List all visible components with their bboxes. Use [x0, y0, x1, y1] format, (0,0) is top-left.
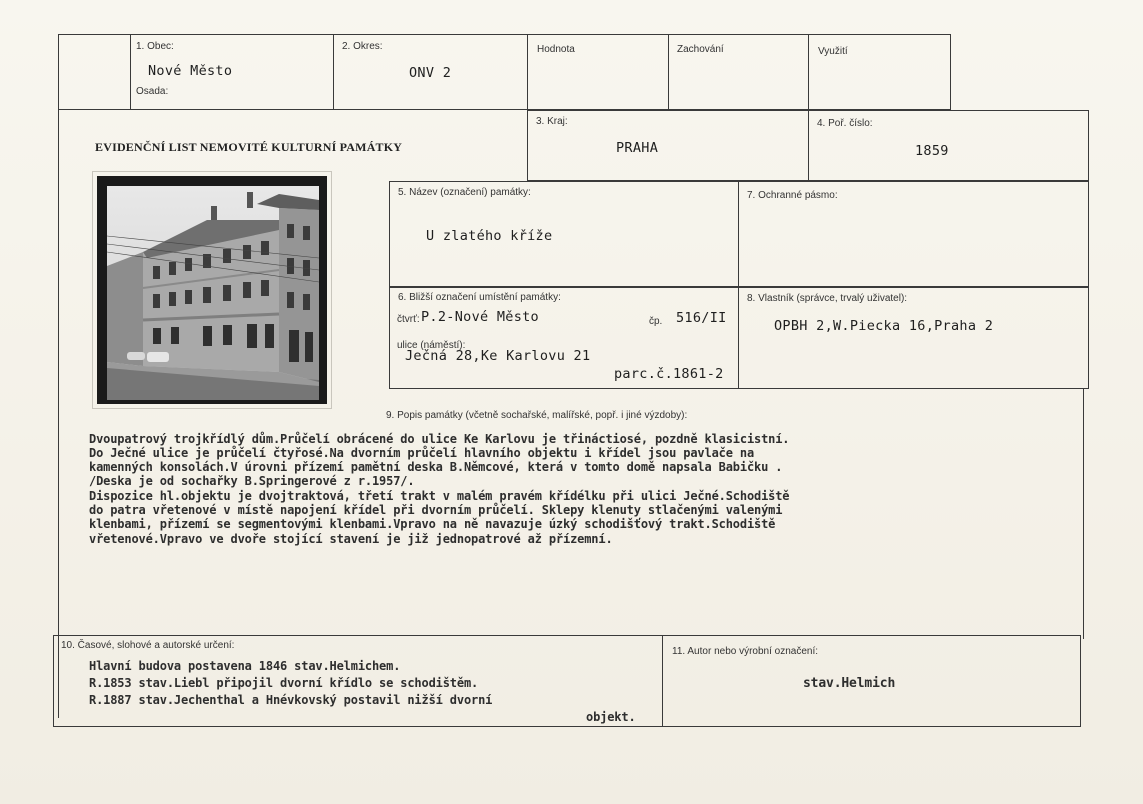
nazev-value: U zlatého kříže: [426, 228, 553, 244]
parc-value: parc.č.1861-2: [614, 366, 724, 382]
umisteni-label: 6. Bližší označení umístění památky:: [398, 292, 561, 303]
divider: [668, 34, 669, 110]
popis-line: /Deska je od sochařky B.Springerové z r.1957/.: [89, 474, 415, 488]
osada-label: Osada:: [136, 86, 169, 97]
casove-line: objekt.: [586, 710, 636, 724]
ulice-value: Ječná 28,Ke Karlovu 21: [405, 348, 591, 364]
casove-line: R.1887 stav.Jechenthal a Hnévkovský postavil nižší dvorní: [89, 693, 493, 707]
popis-line: vřetenové.Vpravo ve dvoře stojící stavení je již jednopatrové až přízemní.: [89, 532, 613, 546]
photo-mount: [92, 171, 332, 409]
okres-label: 2. Okres:: [342, 41, 383, 52]
popis-line: Dispozice hl.objektu je dvojtraktová, třetí trakt v malém pravém křídélku při ulici Ječné.Schodiště: [89, 489, 790, 503]
divider: [130, 34, 131, 110]
popis-label: 9. Popis památky (včetně sochařské, malířské, popř. i jiné výzdoby):: [386, 410, 688, 421]
divider: [333, 34, 334, 110]
popis-line: do patra vřetenové v místě napojení křídel při dvorním průčelí. Sklepy klenuty stlačenými valenými: [89, 503, 783, 517]
vyuziti-label: Využití: [818, 46, 848, 57]
vlastnik-value: OPBH 2,W.Piecka 16,Praha 2: [774, 318, 994, 334]
ctvrt-value: P.2-Nové Město: [421, 309, 539, 325]
divider: [662, 635, 663, 727]
obec-label: 1. Obec:: [136, 41, 174, 52]
por-cislo-value: 1859: [915, 143, 949, 159]
autor-label: 11. Autor nebo výrobní označení:: [672, 646, 819, 657]
okres-value: ONV 2: [409, 65, 452, 81]
vlastnik-label: 8. Vlastník (správce, trvalý uživatel):: [747, 293, 908, 304]
casove-line: R.1853 stav.Liebl připojil dvorní křídlo se schodištěm.: [89, 676, 479, 690]
document-heading: EVIDENČNÍ LIST NEMOVITÉ KULTURNÍ PAMÁTKY: [95, 140, 403, 154]
obec-value: Nové Město: [148, 63, 233, 79]
zachovani-label: Zachování: [677, 44, 724, 55]
kraj-value: PRAHA: [616, 140, 659, 156]
popis-line: Do Ječné ulice je průčelí čtyřosé.Na dvorním průčelí hlavního objektu i křídel jsou pavlače na: [89, 446, 755, 460]
popis-line: kamenných konsolách.V úrovni přízemí pamětní deska B.Němcové, která v tomto domě napsala Babičku .: [89, 460, 783, 474]
cp-value: 516/II: [676, 310, 727, 326]
divider: [527, 34, 528, 110]
casove-label: 10. Časové, slohové a autorské určení:: [61, 640, 235, 651]
kraj-label: 3. Kraj:: [536, 116, 568, 127]
left-border: [58, 108, 59, 718]
nazev-label: 5. Název (označení) památky:: [398, 187, 531, 198]
divider: [808, 110, 809, 181]
popis-line: klenbami, přízemí se segmentovými klenbami.Vpravo na ně navazuje úzký schodišťový trakt.Schodiště: [89, 517, 776, 531]
hodnota-label: Hodnota: [537, 44, 575, 55]
ctvrt-label: čtvrť:: [397, 314, 420, 325]
casove-line: Hlavní budova postavena 1846 stav.Helmichem.: [89, 659, 401, 673]
por-cislo-label: 4. Poř. číslo:: [817, 118, 873, 129]
ulice-label: ulice (náměstí):: [397, 340, 466, 351]
autor-value: stav.Helmich: [803, 676, 896, 691]
divider: [808, 34, 809, 110]
right-border: [1083, 389, 1084, 639]
popis-line: Dvoupatrový trojkřídlý dům.Průčelí obrácené do ulice Ke Karlovu je třináctiosé, pozdně klasicistní.: [89, 432, 790, 446]
cp-label: čp.: [649, 316, 663, 327]
ochranne-pasmo-label: 7. Ochranné pásmo:: [747, 190, 838, 201]
